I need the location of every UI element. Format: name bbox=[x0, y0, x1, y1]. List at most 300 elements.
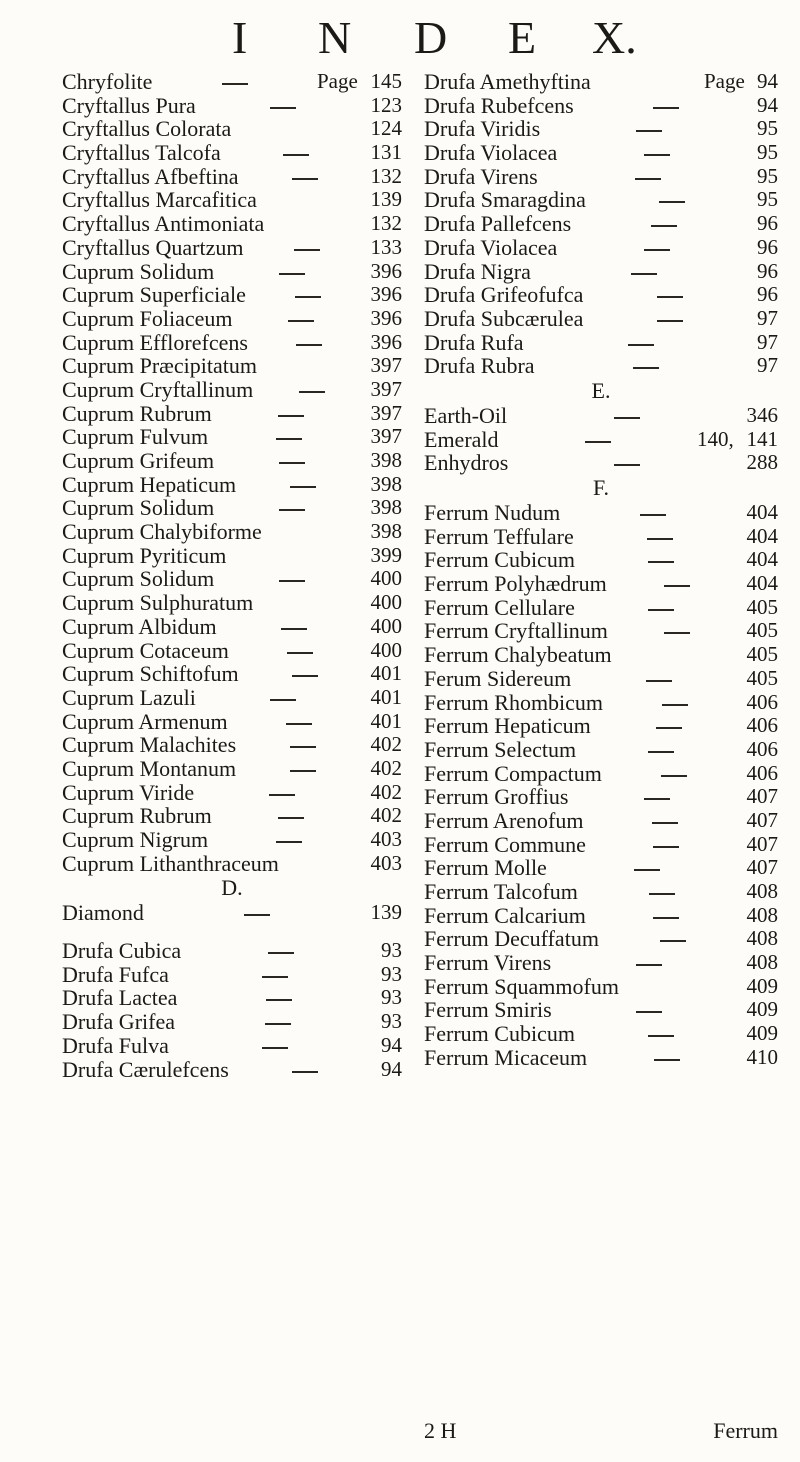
leader-dash bbox=[244, 914, 270, 916]
entry-name: Ferrum Squammofum bbox=[424, 973, 619, 999]
index-entry bbox=[62, 544, 402, 568]
page-number: 97 bbox=[757, 305, 778, 330]
index-entry bbox=[424, 880, 778, 904]
index-entry bbox=[424, 525, 778, 549]
page-number: 396 bbox=[370, 258, 402, 283]
index-entry bbox=[62, 757, 402, 781]
entry-name: Cryftallus Pura bbox=[62, 92, 196, 118]
entry-name: Drufa Subcærulea bbox=[424, 305, 584, 331]
entry-name: Earth-Oil bbox=[424, 402, 508, 428]
page-number: 397 bbox=[370, 400, 402, 425]
index-entry bbox=[424, 785, 778, 809]
page-number: 132 bbox=[370, 211, 402, 236]
entry-name: Drufa Smaragdina bbox=[424, 187, 586, 213]
leader-dash bbox=[270, 699, 296, 701]
entry-name: Cuprum Grifeum bbox=[62, 448, 215, 473]
page-number: 407 bbox=[746, 807, 778, 832]
leader-dash bbox=[279, 273, 305, 275]
page-number: 398 bbox=[370, 495, 402, 520]
leader-dash bbox=[262, 976, 288, 978]
entry-name: Cuprum Cryftallinum bbox=[62, 376, 254, 402]
entry-name: Cryftallus Talcofa bbox=[62, 140, 221, 166]
section-letter: F. bbox=[593, 475, 609, 500]
index-entry bbox=[62, 804, 402, 828]
index-entry bbox=[424, 165, 778, 189]
page-number: 145 bbox=[370, 69, 402, 93]
index-entry bbox=[62, 939, 402, 963]
entry-name: Cuprum Sulphuratum bbox=[62, 590, 254, 616]
leader-dash bbox=[296, 344, 322, 346]
page-number: 93 bbox=[381, 961, 402, 986]
page-number: 400 bbox=[370, 613, 402, 638]
leader-dash bbox=[633, 367, 659, 369]
leader-dash bbox=[636, 964, 662, 966]
entry-name: Enhydros bbox=[424, 450, 509, 476]
leader-dash bbox=[585, 441, 611, 443]
page-number: 400 bbox=[370, 637, 402, 662]
leader-dash bbox=[265, 1023, 291, 1025]
page-number: 396 bbox=[370, 329, 402, 354]
page-number: 123 bbox=[370, 92, 402, 117]
right-index-column bbox=[424, 70, 778, 1070]
index-entry bbox=[62, 473, 402, 497]
page-number: 93 bbox=[381, 1009, 402, 1034]
index-entry bbox=[424, 691, 778, 715]
index-entry bbox=[424, 762, 778, 786]
index-entry bbox=[62, 260, 402, 284]
entry-name: Ferrum Molle bbox=[424, 855, 547, 881]
index-entry bbox=[62, 901, 402, 925]
entry-name: Ferrum Cryftallinum bbox=[424, 618, 608, 644]
entry-name: Cuprum Chalybiforme bbox=[62, 519, 262, 545]
page-prefix: 140, bbox=[697, 426, 734, 451]
entry-name: Drufa Virens bbox=[424, 163, 538, 189]
page-number: 402 bbox=[370, 803, 402, 828]
heading-letter: I bbox=[232, 12, 248, 63]
leader-dash bbox=[292, 1071, 318, 1073]
index-entry bbox=[62, 567, 402, 591]
index-entry bbox=[424, 951, 778, 975]
entry-name: Ferrum Virens bbox=[424, 950, 552, 976]
entry-name: Cuprum Præcipitatum bbox=[62, 353, 257, 379]
page-number: 396 bbox=[370, 282, 402, 307]
index-entry bbox=[424, 856, 778, 880]
leader-dash bbox=[648, 751, 674, 753]
page-number: 409 bbox=[746, 973, 778, 998]
heading-letter: E bbox=[508, 12, 537, 63]
entry-name: Emerald bbox=[424, 426, 499, 452]
index-entry bbox=[424, 904, 778, 928]
index-entry bbox=[424, 260, 778, 284]
page-number: 94 bbox=[381, 1056, 402, 1081]
leader-dash bbox=[279, 580, 305, 582]
page-footer bbox=[424, 1418, 778, 1444]
leader-dash bbox=[286, 723, 312, 725]
index-entry bbox=[62, 1058, 402, 1082]
entry-name: Cuprum Lithanthraceum bbox=[62, 850, 279, 876]
left-index-column bbox=[62, 70, 402, 1081]
index-entry bbox=[424, 927, 778, 951]
entry-name: Cuprum Solidum bbox=[62, 495, 215, 521]
page-number: 404 bbox=[746, 571, 778, 596]
index-entry bbox=[424, 141, 778, 165]
page-number: 406 bbox=[746, 713, 778, 738]
leader-dash bbox=[646, 680, 672, 682]
page-number: 93 bbox=[381, 985, 402, 1010]
leader-dash bbox=[290, 746, 316, 748]
entry-name: Cryftallus Quartzum bbox=[62, 234, 244, 260]
leader-dash bbox=[269, 794, 295, 796]
entry-name: Drufa Fufca bbox=[62, 961, 169, 987]
leader-dash bbox=[634, 869, 660, 871]
index-entry bbox=[424, 619, 778, 643]
index-entry bbox=[62, 283, 402, 307]
page-number: 94 bbox=[757, 69, 778, 93]
index-entry bbox=[424, 354, 778, 378]
index-entry bbox=[62, 141, 402, 165]
leader-dash bbox=[276, 841, 302, 843]
leader-dash bbox=[648, 1035, 674, 1037]
entry-name: Diamond bbox=[62, 900, 144, 926]
page-number: 396 bbox=[370, 305, 402, 330]
index-entry bbox=[62, 188, 402, 212]
entry-name: Ferrum Smiris bbox=[424, 997, 552, 1023]
page-number: 401 bbox=[370, 661, 402, 686]
page-number: 403 bbox=[370, 827, 402, 851]
page-number: 408 bbox=[746, 902, 778, 927]
entry-name: Drufa Violacea bbox=[424, 234, 558, 260]
leader-dash bbox=[279, 462, 305, 464]
heading-letter: D bbox=[414, 12, 448, 63]
page-number: 95 bbox=[757, 163, 778, 188]
leader-dash bbox=[262, 1047, 288, 1049]
leader-dash bbox=[657, 320, 683, 322]
page-number: 97 bbox=[757, 353, 778, 378]
index-entry bbox=[424, 548, 778, 572]
leader-dash bbox=[653, 917, 679, 919]
leader-dash bbox=[636, 1011, 662, 1013]
entry-name: Drufa Violacea bbox=[424, 140, 558, 166]
entry-name: Ferrum Chalybeatum bbox=[424, 642, 612, 668]
page-number: 408 bbox=[746, 926, 778, 951]
entry-name: Cuprum Schiftofum bbox=[62, 661, 239, 687]
index-entry bbox=[62, 520, 402, 544]
entry-name: Drufa Grifeofufca bbox=[424, 282, 584, 308]
leader-dash bbox=[664, 585, 690, 587]
page-number: 288 bbox=[746, 450, 778, 475]
leader-dash bbox=[631, 273, 657, 275]
entry-name: Ferrum Polyhædrum bbox=[424, 571, 607, 597]
index-entry bbox=[424, 738, 778, 762]
page-number: 409 bbox=[746, 1021, 778, 1046]
leader-dash bbox=[276, 438, 302, 440]
page-number: 96 bbox=[757, 211, 778, 236]
leader-dash bbox=[292, 675, 318, 677]
entry-name: Ferrum Decuffatum bbox=[424, 926, 599, 952]
index-entry bbox=[62, 165, 402, 189]
leader-dash bbox=[292, 178, 318, 180]
entry-name: Ferrum Arenofum bbox=[424, 807, 584, 833]
leader-dash bbox=[648, 609, 674, 611]
page-number: 406 bbox=[746, 689, 778, 714]
entry-name: Drufa Cærulefcens bbox=[62, 1056, 229, 1082]
entry-name: Drufa Fulva bbox=[62, 1032, 169, 1058]
leader-dash bbox=[653, 846, 679, 848]
leader-dash bbox=[287, 652, 313, 654]
heading-letter: X. bbox=[592, 12, 637, 63]
entry-name: Cuprum Lazuli bbox=[62, 684, 196, 710]
page-number: 398 bbox=[370, 519, 402, 544]
page-number: 406 bbox=[746, 736, 778, 761]
entry-name: Cuprum Hepaticum bbox=[62, 471, 237, 497]
entry-name: Cuprum Efflorefcens bbox=[62, 329, 248, 355]
index-entry bbox=[424, 307, 778, 331]
leader-dash bbox=[222, 83, 248, 85]
leader-dash bbox=[268, 952, 294, 954]
leader-dash bbox=[295, 296, 321, 298]
page-number: 402 bbox=[370, 732, 402, 757]
index-entry bbox=[62, 662, 402, 686]
entry-name: Ferrum Talcofum bbox=[424, 879, 578, 904]
page-number: 404 bbox=[746, 500, 778, 524]
index-heading bbox=[0, 10, 800, 66]
index-entry bbox=[62, 402, 402, 426]
page-number: 397 bbox=[370, 376, 402, 401]
entry-name: Cuprum Fulvum bbox=[62, 424, 209, 450]
page-number: 399 bbox=[370, 542, 402, 567]
index-entry bbox=[424, 975, 778, 999]
page-number: 406 bbox=[746, 760, 778, 785]
index-entry bbox=[62, 1010, 402, 1034]
entry-name: Drufa Cubica bbox=[62, 938, 182, 964]
page-number: 141 bbox=[746, 426, 778, 451]
entry-name: Cuprum Albidum bbox=[62, 613, 217, 639]
entry-name: Ferrum Compactum bbox=[424, 760, 602, 786]
page-number: 408 bbox=[746, 950, 778, 975]
entry-name: Drufa Viridis bbox=[424, 116, 541, 142]
page-number: 403 bbox=[370, 850, 402, 875]
page-number: 397 bbox=[370, 424, 402, 449]
index-entry bbox=[62, 710, 402, 734]
index-entry bbox=[62, 986, 402, 1010]
leader-dash bbox=[644, 249, 670, 251]
entry-name: Drufa Pallefcens bbox=[424, 211, 572, 237]
leader-dash bbox=[266, 999, 292, 1001]
page-number: 409 bbox=[746, 997, 778, 1022]
index-entry bbox=[62, 615, 402, 639]
index-entry bbox=[62, 425, 402, 449]
page-prefix: Page bbox=[704, 69, 745, 93]
index-entry bbox=[424, 596, 778, 620]
index-entry bbox=[62, 307, 402, 331]
page-number: 398 bbox=[370, 471, 402, 496]
leader-dash bbox=[664, 632, 690, 634]
index-entry bbox=[62, 686, 402, 710]
page-number: 95 bbox=[757, 187, 778, 212]
page-number: 397 bbox=[370, 353, 402, 378]
leader-dash bbox=[278, 817, 304, 819]
page-number: 407 bbox=[746, 855, 778, 880]
page-number: 400 bbox=[370, 566, 402, 591]
leader-dash bbox=[647, 538, 673, 540]
index-entry bbox=[424, 212, 778, 236]
entry-name: Cuprum Superficiale bbox=[62, 282, 246, 308]
leader-dash bbox=[653, 107, 679, 109]
entry-name: Cuprum Viride bbox=[62, 779, 195, 805]
page-number: 97 bbox=[757, 329, 778, 354]
page-number: 410 bbox=[746, 1044, 778, 1069]
page-number: 401 bbox=[370, 708, 402, 733]
page-number: 407 bbox=[746, 784, 778, 809]
index-entry bbox=[424, 94, 778, 118]
entry-name: Cuprum Malachites bbox=[62, 732, 237, 758]
leader-dash bbox=[657, 296, 683, 298]
entry-name: Ferrum Cellulare bbox=[424, 594, 575, 620]
page-number: 405 bbox=[746, 642, 778, 667]
entry-name: Chryfolite bbox=[62, 69, 153, 94]
leader-dash bbox=[644, 798, 670, 800]
entry-name: Ferrum Calcarium bbox=[424, 902, 586, 928]
entry-name: Ferrum Cubicum bbox=[424, 547, 575, 573]
index-entry bbox=[62, 212, 402, 236]
page-number: 124 bbox=[370, 116, 402, 141]
index-entry bbox=[424, 117, 778, 141]
index-entry bbox=[424, 1022, 778, 1046]
section-letter: D. bbox=[221, 875, 243, 901]
page-number: 95 bbox=[757, 116, 778, 141]
index-entry bbox=[62, 733, 402, 757]
page-number: 407 bbox=[746, 831, 778, 856]
index-entry bbox=[424, 714, 778, 738]
leader-dash bbox=[659, 201, 685, 203]
index-entry bbox=[62, 94, 402, 118]
index-entry bbox=[62, 449, 402, 473]
entry-name: Drufa Rufa bbox=[424, 329, 524, 355]
entry-name: Ferrum Nudum bbox=[424, 500, 561, 525]
page-number: 405 bbox=[746, 618, 778, 643]
heading-letter: N bbox=[318, 12, 352, 63]
entry-name: Ferrum Rhombicum bbox=[424, 689, 604, 715]
entry-name: Ferrum Cubicum bbox=[424, 1021, 575, 1047]
leader-dash bbox=[662, 704, 688, 706]
entry-name: Cuprum Solidum bbox=[62, 258, 215, 284]
index-entry bbox=[62, 331, 402, 355]
index-entry bbox=[62, 852, 402, 876]
leader-dash bbox=[649, 893, 675, 895]
index-entry bbox=[424, 428, 778, 452]
entry-name: Cuprum Armenum bbox=[62, 708, 228, 734]
page-number: 405 bbox=[746, 594, 778, 619]
entry-name: Ferrum Hepaticum bbox=[424, 713, 591, 739]
leader-dash bbox=[652, 822, 678, 824]
spacer bbox=[62, 925, 402, 939]
page-number: 93 bbox=[381, 938, 402, 963]
index-entry bbox=[424, 331, 778, 355]
leader-dash bbox=[661, 775, 687, 777]
page-number: 96 bbox=[757, 258, 778, 283]
leader-dash bbox=[628, 344, 654, 346]
page-number: 94 bbox=[381, 1032, 402, 1057]
index-entry bbox=[424, 501, 778, 525]
leader-dash bbox=[651, 225, 677, 227]
index-entry bbox=[62, 639, 402, 663]
index-entry bbox=[424, 1046, 778, 1070]
entry-name: Cuprum Nigrum bbox=[62, 827, 209, 852]
leader-dash bbox=[278, 415, 304, 417]
entry-name: Cryftallus Afbeftina bbox=[62, 163, 239, 189]
entry-name: Ferrum Groffius bbox=[424, 784, 569, 810]
index-entry bbox=[62, 70, 402, 94]
entry-name: Ferrum Selectum bbox=[424, 736, 577, 762]
index-entry bbox=[424, 643, 778, 667]
page-number: 95 bbox=[757, 140, 778, 165]
index-entry bbox=[62, 378, 402, 402]
index-entry bbox=[424, 809, 778, 833]
entry-name: Cuprum Cotaceum bbox=[62, 637, 229, 663]
page-prefix: Page bbox=[317, 69, 358, 93]
entry-name: Cryftallus Colorata bbox=[62, 116, 232, 142]
index-entry bbox=[424, 833, 778, 857]
page-number: 139 bbox=[370, 187, 402, 212]
index-entry bbox=[62, 828, 402, 852]
page-number: 346 bbox=[746, 402, 778, 427]
page-number: 132 bbox=[370, 163, 402, 188]
index-entry bbox=[62, 781, 402, 805]
page-number: 408 bbox=[746, 879, 778, 903]
index-entry bbox=[424, 572, 778, 596]
leader-dash bbox=[290, 770, 316, 772]
index-entry bbox=[424, 451, 778, 475]
signature-mark: 2 H bbox=[424, 1418, 457, 1443]
entry-name: Drufa Nigra bbox=[424, 258, 531, 284]
leader-dash bbox=[281, 628, 307, 630]
leader-dash bbox=[635, 178, 661, 180]
index-entry bbox=[424, 998, 778, 1022]
leader-dash bbox=[656, 727, 682, 729]
leader-dash bbox=[279, 509, 305, 511]
index-entry bbox=[62, 354, 402, 378]
entry-name: Ferrum Teffulare bbox=[424, 523, 574, 549]
index-entry bbox=[62, 236, 402, 260]
entry-name: Ferrum Commune bbox=[424, 831, 586, 857]
entry-name: Drufa Grifea bbox=[62, 1009, 175, 1035]
entry-name: Cuprum Pyriticum bbox=[62, 542, 227, 568]
entry-name: Cuprum Solidum bbox=[62, 566, 215, 592]
leader-dash bbox=[270, 107, 296, 109]
index-entry bbox=[424, 70, 778, 94]
index-entry bbox=[62, 963, 402, 987]
leader-dash bbox=[648, 561, 674, 563]
page-number: 402 bbox=[370, 755, 402, 780]
index-entry bbox=[424, 404, 778, 428]
page-number: 131 bbox=[370, 140, 402, 165]
entry-name: Cuprum Foliaceum bbox=[62, 305, 233, 331]
leader-dash bbox=[283, 154, 309, 156]
page-number: 401 bbox=[370, 684, 402, 709]
index-entry bbox=[62, 591, 402, 615]
index-entry bbox=[62, 496, 402, 520]
index-entry bbox=[62, 1034, 402, 1058]
leader-dash bbox=[636, 130, 662, 132]
leader-dash bbox=[644, 154, 670, 156]
entry-name: Cuprum Rubrum bbox=[62, 803, 212, 829]
page-number: 404 bbox=[746, 523, 778, 548]
page-number: 405 bbox=[746, 665, 778, 690]
entry-name: Drufa Lactea bbox=[62, 985, 178, 1011]
leader-dash bbox=[294, 249, 320, 251]
page-number: 96 bbox=[757, 282, 778, 307]
entry-name: Cuprum Rubrum bbox=[62, 400, 212, 426]
